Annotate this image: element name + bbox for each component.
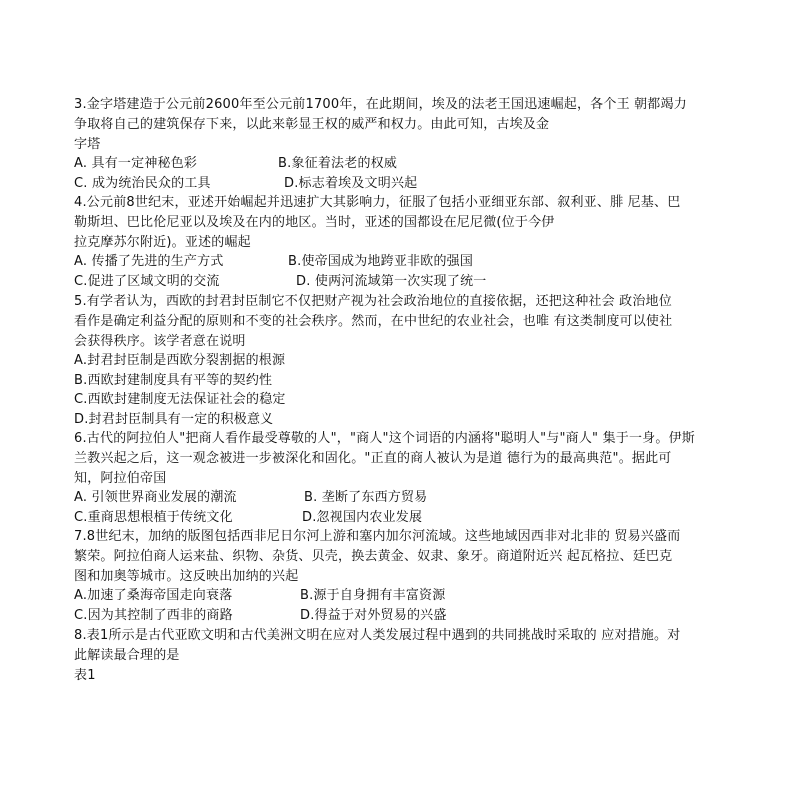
q7-option-d: D.得益于对外贸易的兴盛	[300, 608, 447, 623]
q4-stem-line-1: 4.公元前8世纪末，亚述开始崛起并迅速扩大其影响力，征服了包括小亚细亚东部、叙利亚、腓 尼基、巴	[74, 195, 681, 210]
q7-option-a: A.加速了桑海帝国走向衰落	[74, 588, 233, 603]
q3-stem-line-1: 3.金字塔建造于公元前2600年至公元前1700年，在此期间，埃及的法老王国迅速崛起，各个王 朝都竭力	[74, 97, 687, 112]
q5-option-b: B.西欧封建制度具有平等的契约性	[74, 373, 273, 388]
q6-stem-line-3: 知，阿拉伯帝国	[74, 471, 167, 486]
q5-option-d: D.封君封臣制具有一定的积极意义	[74, 412, 274, 427]
q7-option-c: C.因为其控制了西非的商路	[74, 608, 233, 623]
q7-stem-line-3: 图和加奥等城市。这反映出加纳的兴起	[74, 569, 299, 584]
q5-stem-line-1: 5.有学者认为，西欧的封君封臣制它不仅把财产视为社会政治地位的直接依据，还把这种社会 政治地位	[74, 294, 672, 309]
q3-option-a: A. 具有一定神秘色彩	[74, 156, 198, 171]
q7-stem-line-2: 繁荣。阿拉伯商人运来盐、织物、杂货、贝壳，换去黄金、奴隶、象牙。商道附近兴 起瓦格拉、廷巴克	[74, 549, 673, 564]
q7-option-b: B.源于自身拥有丰富资源	[300, 588, 446, 603]
q3-stem-line-2: 争取将自己的建筑保存下来，以此来彰显王权的威严和权力。由此可知，古埃及金	[74, 117, 550, 132]
q3-option-c: C. 成为统治民众的工具	[74, 176, 211, 191]
q4-option-d: D. 使两河流域第一次实现了统一	[296, 274, 487, 289]
q3-stem-line-3: 字塔	[74, 137, 101, 152]
q5-stem-line-3: 会获得秩序。该学者意在说明	[74, 334, 246, 349]
q6-option-a: A. 引领世界商业发展的潮流	[74, 490, 237, 505]
q4-option-c: C.促进了区域文明的交流	[74, 274, 220, 289]
q4-stem-line-3: 拉克摩苏尔附近)。亚述的崛起	[74, 235, 251, 250]
q6-option-c: C.重商思想根植于传统文化	[74, 510, 233, 525]
q4-option-a: A. 传播了先进的生产方式	[74, 254, 224, 269]
q3-option-d: D.标志着埃及文明兴起	[284, 176, 418, 191]
q8-stem-line-2: 此解读最合理的是	[74, 648, 180, 663]
q5-stem-line-2: 看作是确定利益分配的原则和不变的社会秩序。然而，在中世纪的农业社会，也唯 有这类制度可以使社	[74, 314, 673, 329]
q4-option-b: B.使帝国成为地跨亚非欧的强国	[288, 254, 474, 269]
q3-option-b: B.象征着法老的权威	[278, 156, 398, 171]
q4-stem-line-2: 勒斯坦、巴比伦尼亚以及埃及在内的地区。当时，亚述的国都设在尼尼微(位于今伊	[74, 215, 555, 230]
q6-stem-line-1: 6.古代的阿拉伯人"把商人看作最受尊敬的人"，"商人"这个词语的内涵将"聪明人"与"商人" 集于一身。伊斯	[74, 431, 695, 446]
q5-option-c: C.西欧封建制度无法保证社会的稳定	[74, 392, 286, 407]
q5-option-a: A.封君封臣制是西欧分裂割据的根源	[74, 353, 286, 368]
q6-stem-line-2: 兰教兴起之后，这一观念被进一步被深化和固化。"正直的商人被认为是道 德行为的最高典范"。据此可	[74, 451, 672, 466]
q7-stem-line-1: 7.8世纪末，加纳的版图包括西非尼日尔河上游和塞内加尔河流域。这些地域因西非对北非的 贸易兴盛而	[74, 529, 681, 544]
q6-option-b: B. 垄断了东西方贸易	[304, 490, 428, 505]
q8-table-caption: 表1	[74, 668, 96, 683]
q6-option-d: D.忽视国内农业发展	[302, 510, 423, 525]
q8-stem-line-1: 8.表1所示是古代亚欧文明和古代美洲文明在应对人类发展过程中遇到的共同挑战时采取的 应对措施。对	[74, 628, 681, 643]
